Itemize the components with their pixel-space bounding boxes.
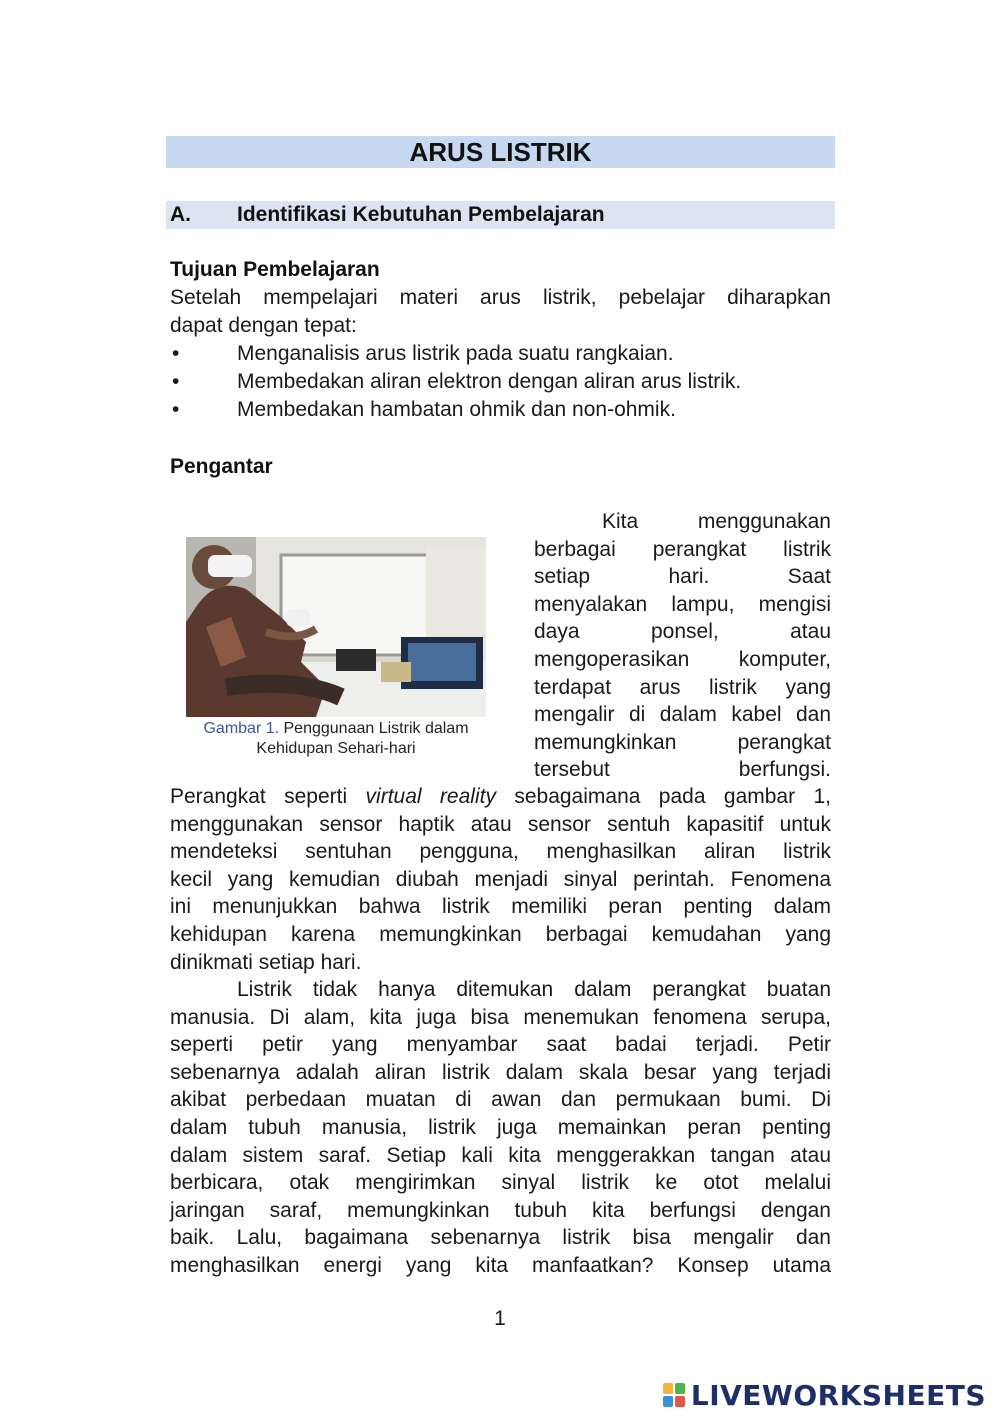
objective-text: Membedakan hambatan ohmik dan non-ohmik. (237, 398, 676, 421)
intro-line: dapat dengan tepat: (170, 313, 357, 337)
objective-text: Menganalisis arus listrik pada suatu rangkaian. (237, 342, 674, 365)
brand-name: LIVEWORKSHEETS (690, 1378, 986, 1412)
text-line: mengoperasikan komputer, (534, 647, 831, 671)
figure-caption (176, 719, 496, 759)
text-line: dalam tubuh manusia, listrik juga memainkan peran penting (170, 1115, 831, 1139)
caption-text: Penggunaan Listrik dalam (279, 720, 469, 737)
text-line: sebenarnya adalah aliran listrik dalam skala besar yang terjadi (170, 1060, 831, 1084)
text-line: setiap hari. Saat (534, 565, 831, 589)
paragraph-1 (170, 783, 831, 976)
section-letter: A. (170, 203, 191, 226)
objective-text: Membedakan aliran elektron dengan aliran arus listrik. (237, 370, 742, 393)
text-line: Kita menggunakan (602, 510, 831, 533)
text-line: dinikmati setiap hari. (170, 950, 362, 974)
intro-line: Setelah mempelajari materi arus listrik, pebelajar diharapkan (170, 286, 831, 309)
text-line: manusia. Di alam, kita juga bisa menemukan fenomena serupa, (170, 1005, 831, 1029)
text-line: memungkinkan perangkat (534, 730, 831, 754)
document-title: ARUS LISTRIK (166, 136, 835, 168)
objectives-list (170, 340, 831, 424)
text-line: jaringan saraf, memungkinkan tubuh kita berfungsi dengan (170, 1198, 831, 1222)
text-line: menggunakan sensor haptik atau sensor sentuh kapasitif untuk (170, 812, 831, 836)
section-heading (166, 201, 835, 229)
text-line: menyalakan lampu, mengisi (534, 592, 831, 616)
text-line: mengalir di dalam kabel dan (534, 703, 831, 727)
bullet-icon: • (172, 342, 180, 365)
side-paragraph (534, 508, 831, 784)
text-line: menghasilkan energi yang kita manfaatkan? Konsep utama (170, 1253, 831, 1277)
bullet-icon: • (172, 398, 180, 421)
logo-block (675, 1396, 685, 1407)
paragraph-2 (170, 976, 831, 1280)
text-line: ini menunjukkan bahwa listrik memiliki peran penting dalam (170, 895, 831, 919)
logo-block (663, 1383, 673, 1394)
intro-text (170, 284, 831, 339)
text-line: mendeteksi sentuhan pengguna, menghasilkan aliran listrik (170, 840, 831, 864)
text-line (170, 783, 831, 811)
text-line: seperti petir yang menyambar saat badai terjadi. Petir (170, 1033, 831, 1057)
text-line: daya ponsel, atau (534, 620, 831, 644)
text-line: Listrik tidak hanya ditemukan dalam perangkat buatan (237, 978, 831, 1001)
text-segment: sebagaimana pada gambar 1, (495, 785, 831, 808)
vr-user-photo (186, 537, 486, 717)
figure (186, 537, 486, 759)
list-item (170, 396, 831, 424)
text-line: baik. Lalu, bagaimana sebenarnya listrik bisa mengalir dan (170, 1226, 831, 1250)
italic-term: virtual reality (365, 785, 496, 808)
text-line: akibat perbedaan muatan di awan dan permukaan bumi. Di (170, 1088, 831, 1112)
text-line: berbicara, otak mengirimkan sinyal listrik ke otot melalui (170, 1171, 831, 1195)
section-title: Identifikasi Kebutuhan Pembelajaran (237, 203, 605, 226)
liveworksheets-logo-icon (663, 1383, 685, 1407)
text-line: kecil yang kemudian diubah menjadi sinyal perintah. Fenomena (170, 867, 831, 891)
logo-block (663, 1396, 673, 1407)
list-item (170, 340, 831, 368)
liveworksheets-logo[interactable] (663, 1380, 986, 1410)
text-line: kehidupan karena memungkinkan berbagai kemudahan yang (170, 922, 831, 946)
text-line: berbagai perangkat listrik (534, 537, 831, 561)
caption-text-line2: Kehidupan Sehari-hari (256, 740, 416, 757)
logo-block (675, 1383, 685, 1394)
text-segment: Perangkat seperti (170, 785, 366, 808)
objectives-heading: Tujuan Pembelajaran (170, 258, 380, 281)
page-number: 1 (494, 1307, 506, 1330)
intro-heading: Pengantar (170, 455, 273, 478)
text-line: dalam sistem saraf. Setiap kali kita menggerakkan tangan atau (170, 1143, 831, 1167)
text-line: tersebut berfungsi. (534, 758, 831, 782)
bullet-icon: • (172, 370, 180, 393)
list-item (170, 368, 831, 396)
text-line: terdapat arus listrik yang (534, 675, 831, 699)
caption-label: Gambar 1. (203, 720, 280, 737)
